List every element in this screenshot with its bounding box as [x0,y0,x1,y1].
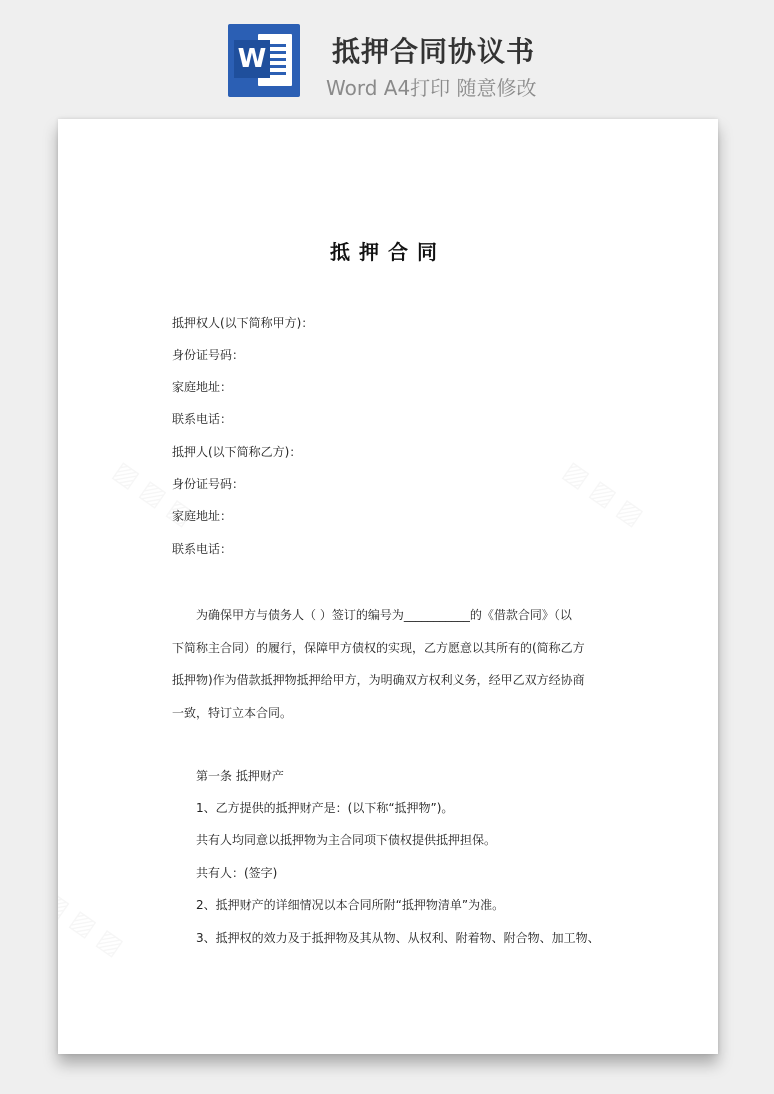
word-logo-letter: W [234,40,270,78]
article-1-heading: 第一条 抵押财产 [196,769,284,783]
party-b-address-field: 家庭地址： [172,509,233,523]
party-b-phone-field: 联系电话： [172,542,233,556]
watermark-mark [58,886,129,962]
article-1-item: 3、抵押权的效力及于抵押物及其从物、从权利、附着物、附合物、加工物、 [196,931,600,945]
party-b-id-field: 身份证号码： [172,477,245,491]
article-1-item: 共有人：(签字) [196,866,278,880]
party-a-phone-field: 联系电话： [172,412,233,426]
article-1-item: 1、乙方提供的抵押财产是：(以下称“抵押物”)。 [196,801,454,815]
document-page [58,119,718,1054]
document-format-subtitle: Word A4打印 随意修改 [326,76,537,100]
page-header [0,0,774,110]
intro-paragraph-line: 一致，特订立本合同。 [172,706,293,720]
party-a-address-field: 家庭地址： [172,380,233,394]
contract-title: 抵押合同 [330,240,446,264]
party-b-name-field: 抵押人(以下简称乙方)： [172,445,302,459]
party-a-id-field: 身份证号码： [172,348,245,362]
intro-paragraph-line: 下简称主合同）的履行，保障甲方债权的实现，乙方愿意以其所有的(简称乙方 [172,641,585,655]
intro-paragraph-line: 抵押物)作为借款抵押物抵押给甲方，为明确双方权利义务，经甲乙双方经协商 [172,673,585,687]
intro-paragraph-line: 为确保甲方与债务人（ ）签订的编号为___________的《借款合同》（以 [196,608,572,622]
word-document-icon [228,24,300,97]
article-1-item: 共有人均同意以抵押物为主合同项下债权提供抵押担保。 [196,833,497,847]
watermark-mark [558,456,649,532]
party-a-name-field: 抵押权人(以下简称甲方)： [172,316,314,330]
document-type-title: 抵押合同协议书 [332,35,536,68]
article-1-item: 2、抵押财产的详细情况以本合同所附“抵押物清单”为准。 [196,898,505,912]
